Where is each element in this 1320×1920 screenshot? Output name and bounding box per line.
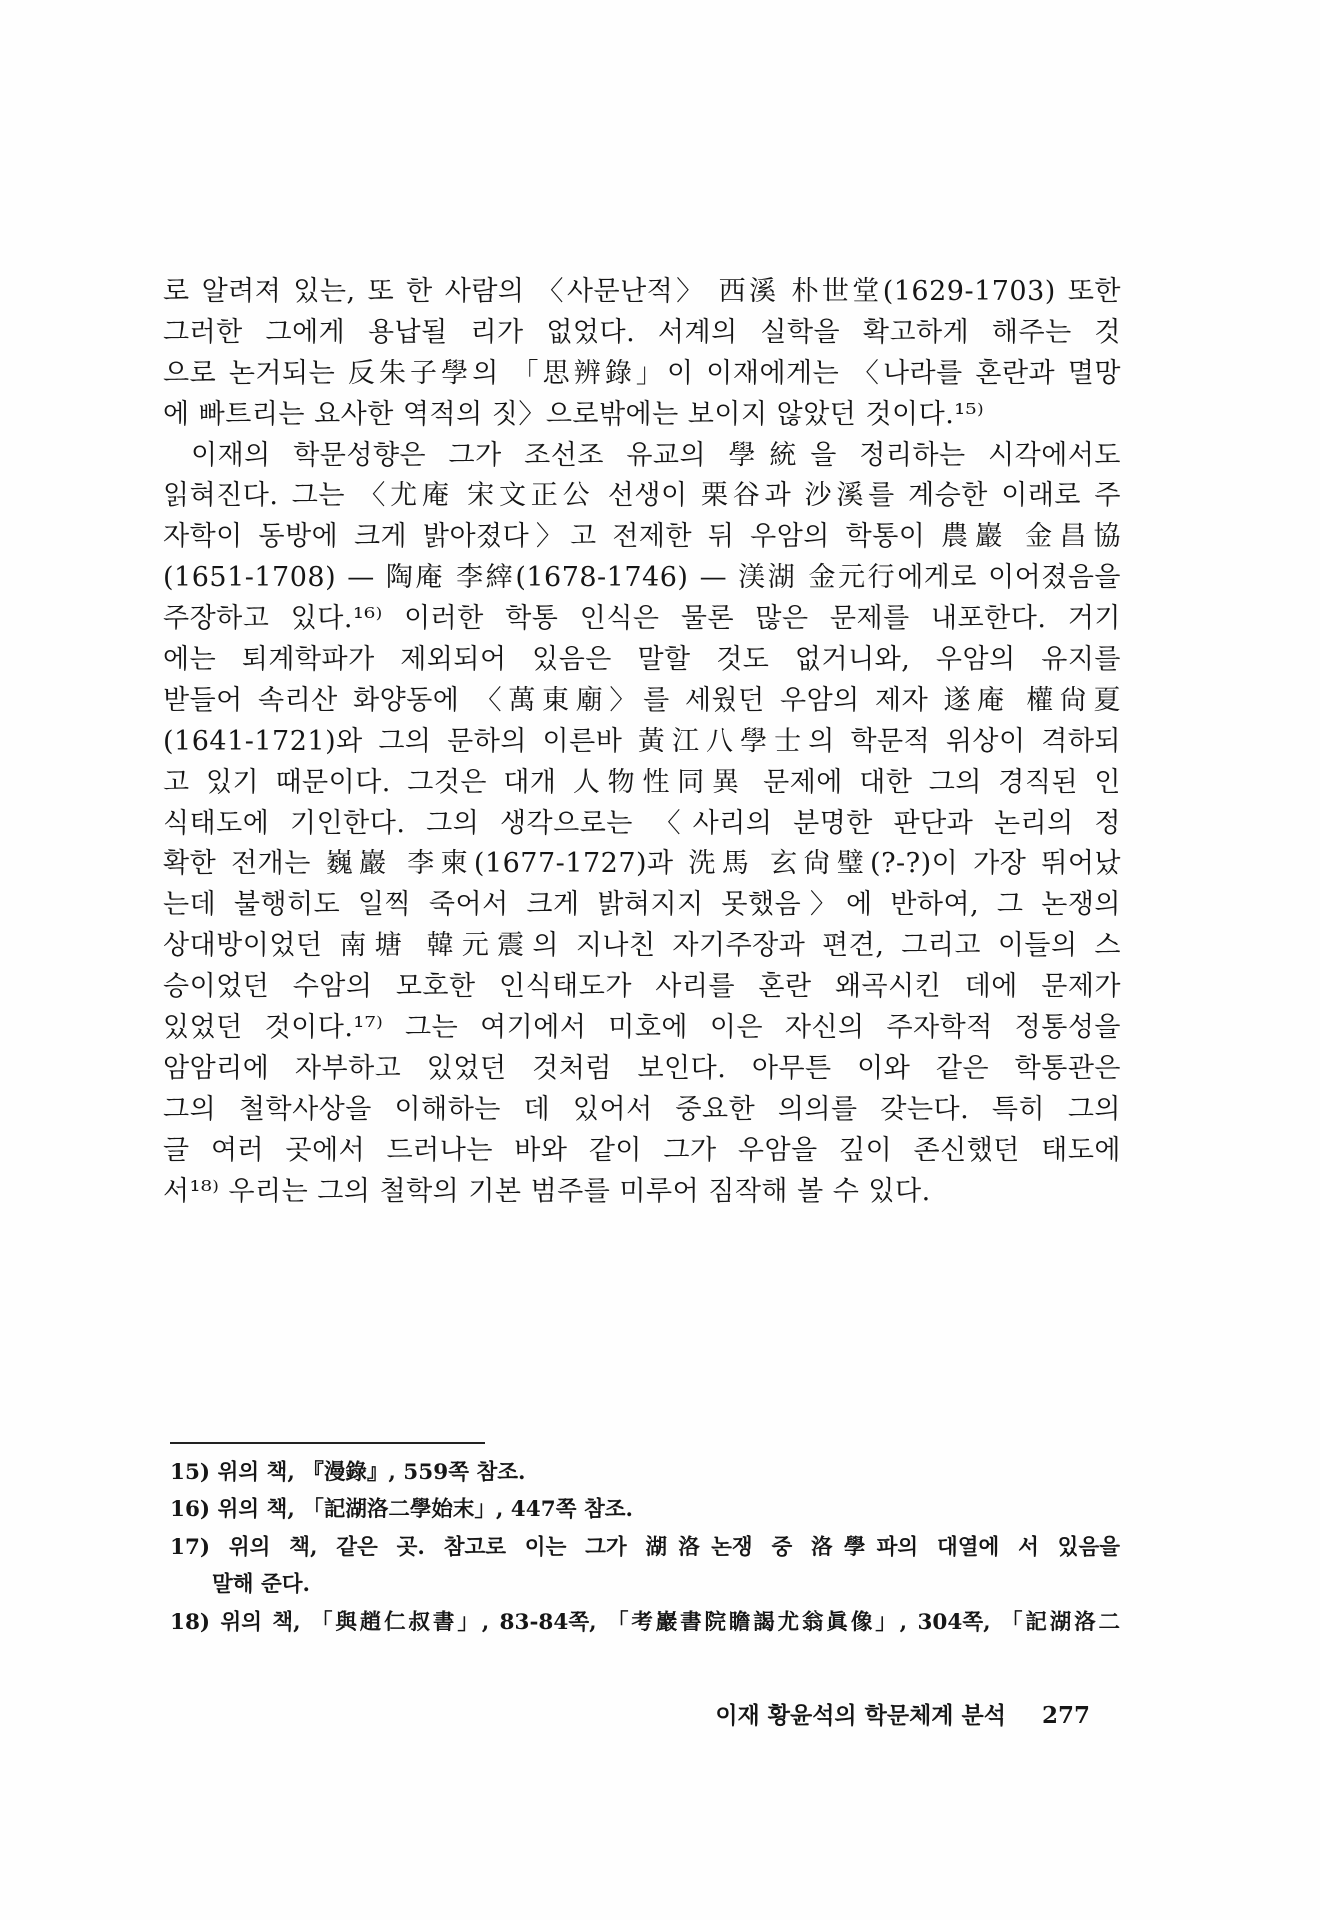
body-line: 에는 퇴계학파가 제외되어 있음은 말할 것도 없거니와, 우암의 유지를	[163, 644, 1121, 676]
body-line: 이재의 학문성향은 그가 조선조 유교의 學統을 정리하는 시각에서도	[191, 439, 1121, 471]
body-line: 식태도에 기인한다. 그의 생각으로는 〈사리의 분명한 판단과 논리의 정	[163, 807, 1121, 839]
body-line: 으로 논거되는 反朱子學의 「思辨錄」이 이재에게는 〈나라를 혼란과 멸망	[163, 357, 1121, 389]
running-title: 이재 황윤석의 학문체계 분석	[715, 1702, 1006, 1729]
body-line: 읽혀진다. 그는 〈尤庵 宋文正公 선생이 栗谷과 沙溪를 계승한 이래로 주	[163, 480, 1121, 512]
body-line: 확한 전개는 巍巖 李柬(1677-1727)과 洗馬 玄尙璧(?-?)이 가장 뛰어났	[163, 848, 1121, 880]
body-line: 그러한 그에게 용납될 리가 없었다. 서계의 실학을 확고하게 해주는 것	[163, 316, 1121, 348]
footnote-17-continued: 말해 준다.	[212, 1572, 311, 1598]
body-line: 승이었던 수암의 모호한 인식태도가 사리를 혼란 왜곡시킨 데에 문제가	[163, 971, 1121, 1003]
body-line: 글 여러 곳에서 드러나는 바와 같이 그가 우암을 깊이 존신했던 태도에	[163, 1134, 1121, 1166]
body-line: 자학이 동방에 크게 밝아졌다〉고 전제한 뒤 우암의 학통이 農巖 金昌協	[163, 521, 1121, 553]
body-line: 로 알려져 있는, 또 한 사람의 〈사문난적〉 西溪 朴世堂(1629-1703) 또한	[163, 276, 1121, 307]
body-line: (1651-1708) — 陶庵 李縡(1678-1746) — 渼湖 金元行에게로 이어졌음을	[163, 562, 1121, 594]
footnote-17: 17) 위의 책, 같은 곳. 참고로 이는 그가 湖洛논쟁 중 洛學파의 대열에 서 있음을	[170, 1534, 1120, 1560]
body-line: 그의 철학사상을 이해하는 데 있어서 중요한 의의를 갖는다. 특히 그의	[163, 1093, 1121, 1125]
body-line: 는데 불행히도 일찍 죽어서 크게 밝혀지지 못했음〉에 반하여, 그 논쟁의	[163, 889, 1121, 921]
footnotes	[170, 1454, 1120, 1641]
body-line: 받들어 속리산 화양동에 〈萬東廟〉를 세웠던 우암의 제자 遂庵 權尙夏	[163, 684, 1121, 716]
body-line: 있었던 것이다.¹⁷⁾ 그는 여기에서 미호에 이은 자신의 주자학적 정통성을	[163, 1012, 1121, 1044]
body-line: 주장하고 있다.¹⁶⁾ 이러한 학통 인식은 물론 많은 문제를 내포한다. 거기	[163, 603, 1121, 635]
body-line: (1641-1721)와 그의 문하의 이른바 黃江八學士의 학문적 위상이 격하되	[163, 725, 1121, 757]
body-line: 상대방이었던 南塘 韓元震의 지나친 자기주장과 편견, 그리고 이들의 스	[163, 930, 1121, 962]
body-line: 고 있기 때문이다. 그것은 대개 人物性同異 문제에 대한 그의 경직된 인	[163, 766, 1121, 798]
body-line: 암암리에 자부하고 있었던 것처럼 보인다. 아무튼 이와 같은 학통관은	[163, 1052, 1121, 1084]
footnote-separator	[170, 1442, 485, 1444]
footnote-16: 16) 위의 책, 「記湖洛二學始末」, 447쪽 참조.	[170, 1497, 633, 1523]
page-footer	[700, 1700, 1090, 1732]
footnote-18: 18) 위의 책, 「與趙仁叔書」, 83-84쪽, 「考巖書院瞻謁尤翁眞像」, 304쪽, 「記湖洛二	[170, 1609, 1120, 1635]
body-line: 에 빠트리는 요사한 역적의 짓〉으로밖에는 보이지 않았던 것이다.¹⁵⁾	[163, 398, 985, 430]
body-line: 서¹⁸⁾ 우리는 그의 철학의 기본 범주를 미루어 짐작해 볼 수 있다.	[163, 1175, 931, 1207]
page-number: 277	[1041, 1702, 1090, 1729]
body-text	[163, 272, 1121, 1212]
footnote-15: 15) 위의 책, 『漫錄』, 559쪽 참조.	[170, 1460, 526, 1485]
